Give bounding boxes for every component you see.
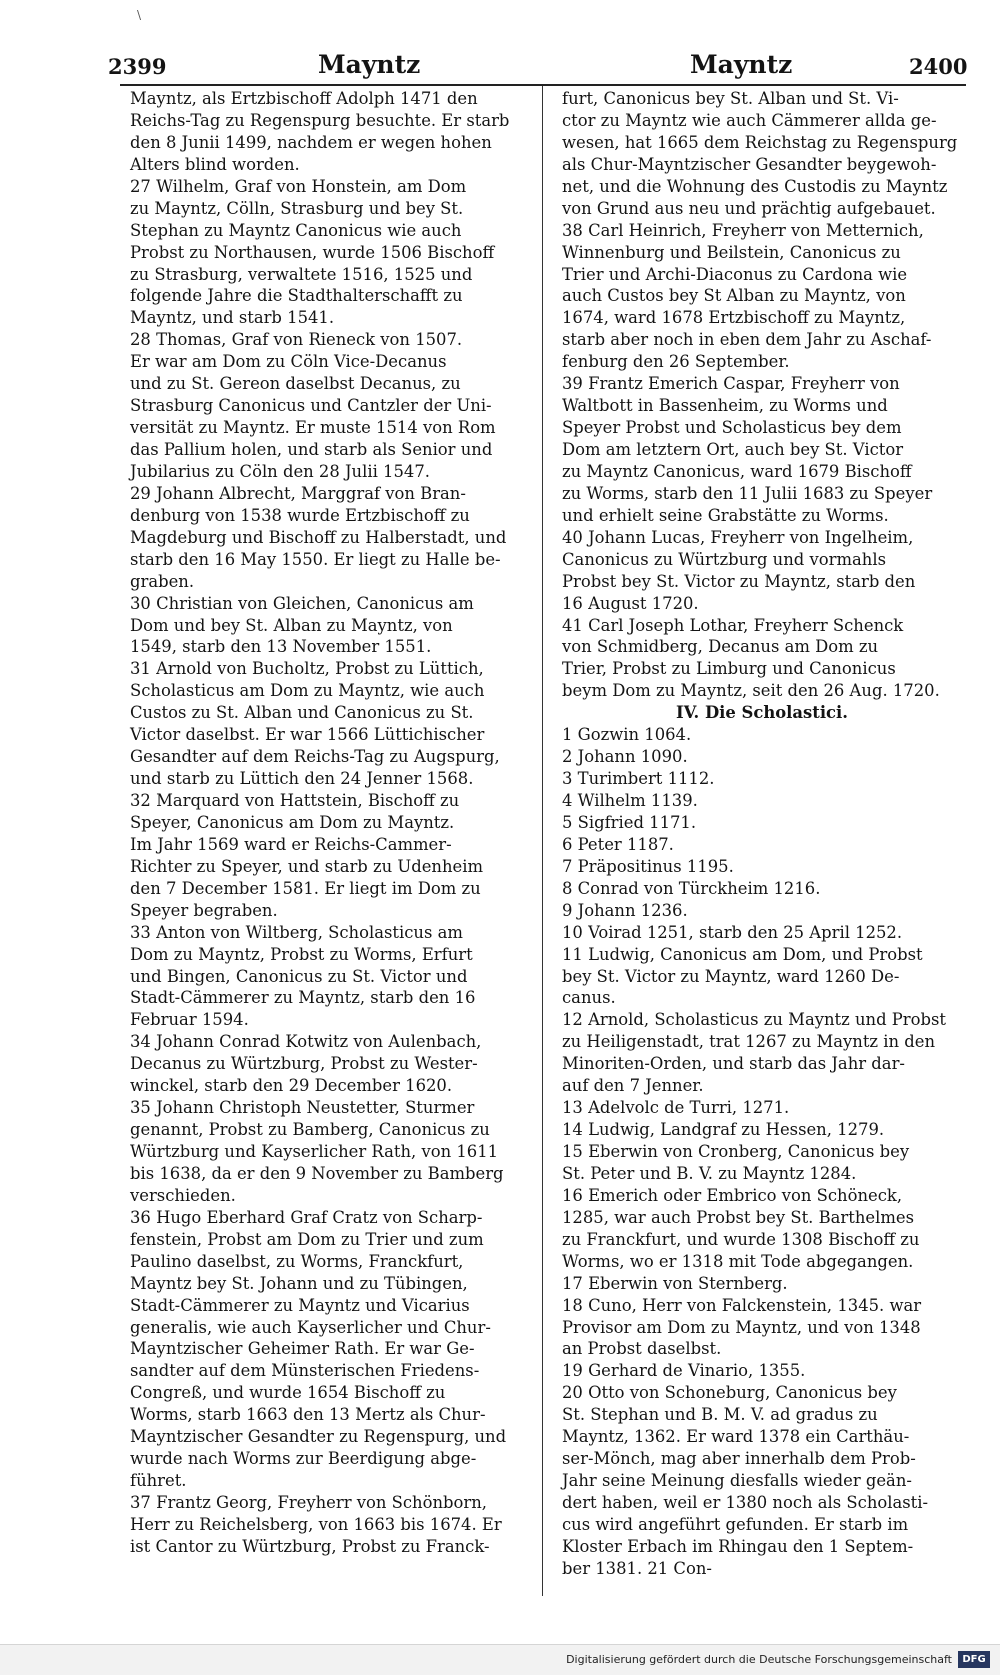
right-column-line: 8 Conrad von Türckheim 1216. <box>562 878 821 898</box>
digitization-footer <box>0 1644 1000 1675</box>
left-column-line: Paulino daselbst, zu Worms, Franckfurt, <box>130 1251 464 1271</box>
left-column-line: Mayntz bey St. Johann und zu Tübingen, <box>130 1273 468 1293</box>
right-column-line: 5 Sigfried 1171. <box>562 812 697 832</box>
left-column-line: führet. <box>130 1471 187 1491</box>
right-column-line: dert haben, weil er 1380 noch als Scholasti- <box>562 1493 929 1512</box>
right-column-line: als Chur-Mayntzischer Gesandter beygewoh- <box>562 154 937 174</box>
left-column-line: Custos zu St. Alban und Canonicus zu St. <box>130 703 474 723</box>
right-column-line: 39 Frantz Emerich Caspar, Freyherr von <box>562 374 900 394</box>
left-column-line: und starb zu Lüttich den 24 Jenner 1568. <box>130 769 474 789</box>
left-column-line: Congreß, und wurde 1654 Bischoff zu <box>130 1383 446 1403</box>
left-column-line: zu Strasburg, verwaltete 1516, 1525 und <box>130 264 473 284</box>
left-column-line: verschieden. <box>130 1185 236 1205</box>
right-column-line: Winnenburg und Beilstein, Canonicus zu <box>562 242 901 262</box>
left-column-line: Jubilarius zu Cöln den 28 Julii 1547. <box>130 461 430 481</box>
left-column-line: starb den 16 May 1550. Er liegt zu Halle be- <box>130 549 501 569</box>
right-column-line: 12 Arnold, Scholasticus zu Mayntz und Probst <box>562 1010 947 1030</box>
right-column-line: Provisor am Dom zu Mayntz, und von 1348 <box>562 1317 921 1337</box>
left-column-line: ist Cantor zu Würtzburg, Probst zu Franck- <box>130 1536 490 1556</box>
left-column-line: Reichs-Tag zu Regenspurg besuchte. Er starb <box>130 110 510 130</box>
page-number-left: 2399 <box>108 54 167 79</box>
left-column-line: 35 Johann Christoph Neustetter, Sturmer <box>130 1098 475 1118</box>
right-column-line: Trier, Probst zu Limburg und Canonicus <box>562 659 896 679</box>
right-column-line: Worms, wo er 1318 mit Tode abgegangen. <box>562 1251 914 1271</box>
left-column-line: 1549, starb den 13 November 1551. <box>130 637 432 657</box>
right-column-line: 11 Ludwig, Canonicus am Dom, und Probst <box>562 944 923 964</box>
right-column-line: 14 Ludwig, Landgraf zu Hessen, 1279. <box>562 1120 885 1140</box>
left-column-line: Victor daselbst. Er war 1566 Lüttichischer <box>130 725 485 745</box>
left-column-line: 34 Johann Conrad Kotwitz von Aulenbach, <box>130 1032 482 1052</box>
left-column-line: graben. <box>130 571 195 591</box>
right-column-line: net, und die Wohnung des Custodis zu Mayntz <box>562 176 948 196</box>
right-column-line: von Grund aus neu und prächtig aufgebauet. <box>562 198 936 218</box>
left-column-line: Februar 1594. <box>130 1010 249 1030</box>
right-column <box>562 88 962 1580</box>
left-column-line: Dom zu Mayntz, Probst zu Worms, Erfurt <box>130 944 473 964</box>
left-column-line: Würtzburg und Kayserlicher Rath, von 1611 <box>130 1142 499 1161</box>
right-column-line: an Probst daselbst. <box>562 1339 722 1359</box>
right-column-line: St. Peter und B. V. zu Mayntz 1284. <box>562 1163 857 1183</box>
right-column-line: Kloster Erbach im Rhingau den 1 Septem- <box>562 1536 914 1556</box>
right-column-line: zu Mayntz Canonicus, ward 1679 Bischoff <box>562 461 912 481</box>
left-column-line: Mayntzischer Gesandter zu Regenspurg, und <box>130 1427 507 1447</box>
right-column-line: 7 Präpositinus 1195. <box>562 856 734 876</box>
page-number-right: 2400 <box>909 54 968 79</box>
header-rule <box>120 84 966 86</box>
right-column-line: Dom am letztern Ort, auch bey St. Victor <box>562 440 904 459</box>
left-column-line: zu Mayntz, Cölln, Strasburg und bey St. <box>130 198 464 218</box>
right-column-line: zu Franckfurt, und wurde 1308 Bischoff zu <box>562 1229 920 1249</box>
left-column-line: Decanus zu Würtzburg, Probst zu Wester- <box>130 1054 478 1074</box>
right-column-line: bey St. Victor zu Mayntz, ward 1260 De- <box>562 966 900 986</box>
right-column-line: ser-Mönch, mag aber innerhalb dem Prob- <box>562 1449 916 1469</box>
right-column-line: 17 Eberwin von Sternberg. <box>562 1273 788 1293</box>
left-column-line: Im Jahr 1569 ward er Reichs-Cammer- <box>130 834 452 854</box>
right-column-line: Mayntz, 1362. Er ward 1378 ein Carthäu- <box>562 1427 910 1447</box>
left-column-line: Mayntzischer Geheimer Rath. Er war Ge- <box>130 1339 475 1359</box>
footer-credit: Digitalisierung gefördert durch die Deutsche Forschungsgemeinschaft <box>566 1653 952 1666</box>
left-column-line: fenstein, Probst am Dom zu Trier und zum <box>130 1229 484 1249</box>
left-column-line: Probst zu Northausen, wurde 1506 Bischoff <box>130 242 495 262</box>
right-column-line: 1285, war auch Probst bey St. Barthelmes <box>562 1207 914 1227</box>
right-column-line: 6 Peter 1187. <box>562 834 674 854</box>
right-column-line: 16 August 1720. <box>562 593 699 613</box>
right-column-line: starb aber noch in eben dem Jahr zu Aschaf- <box>562 330 932 350</box>
left-column-line: Richter zu Speyer, und starb zu Udenheim <box>130 856 484 876</box>
left-column-line: Gesandter auf dem Reichs-Tag zu Augspurg, <box>130 747 500 767</box>
right-column-line: 4 Wilhelm 1139. <box>562 791 698 810</box>
left-column-line: wurde nach Worms zur Beerdigung abge- <box>130 1449 477 1469</box>
right-column-line: 40 Johann Lucas, Freyherr von Ingelheim, <box>562 527 914 547</box>
left-column-line: den 8 Junii 1499, nachdem er wegen hohen <box>130 132 492 152</box>
right-column-line: 10 Voirad 1251, starb den 25 April 1252. <box>562 922 903 942</box>
left-column-line: das Pallium holen, und starb als Senior und <box>130 440 493 459</box>
left-column-line: 32 Marquard von Hattstein, Bischoff zu <box>130 791 460 810</box>
left-column-line: Magdeburg und Bischoff zu Halberstadt, und <box>130 527 507 547</box>
right-column-line: ber 1381. 21 Con- <box>562 1558 712 1578</box>
page-header <box>0 50 1000 84</box>
left-column-line: 36 Hugo Eberhard Graf Cratz von Scharp- <box>130 1207 483 1227</box>
left-column-line: 30 Christian von Gleichen, Canonicus am <box>130 593 474 613</box>
right-column-line: 38 Carl Heinrich, Freyherr von Metternich, <box>562 220 924 240</box>
left-column-line: 28 Thomas, Graf von Rieneck von 1507. <box>130 330 463 350</box>
right-column-line: fenburg den 26 September. <box>562 352 790 372</box>
right-column-line: zu Worms, starb den 11 Julii 1683 zu Speyer <box>562 483 933 503</box>
left-column <box>130 88 530 1558</box>
left-column-line: und zu St. Gereon daselbst Decanus, zu <box>130 374 461 394</box>
right-column-line: Probst bey St. Victor zu Mayntz, starb den <box>562 571 916 591</box>
left-column-line: Mayntz, und starb 1541. <box>130 308 335 328</box>
right-column-line: und erhielt seine Grabstätte zu Worms. <box>562 505 889 525</box>
left-column-line: Alters blind worden. <box>130 154 300 174</box>
right-column-line: 20 Otto von Schoneburg, Canonicus bey <box>562 1383 897 1403</box>
left-column-line: versität zu Mayntz. Er muste 1514 von Rom <box>130 418 496 438</box>
right-column-line: auf den 7 Jenner. <box>562 1076 704 1096</box>
right-column-line: 9 Johann 1236. <box>562 900 688 920</box>
left-column-line: 27 Wilhelm, Graf von Honstein, am Dom <box>130 176 467 196</box>
right-column-line: zu Heiligenstadt, trat 1267 zu Mayntz in den <box>562 1032 936 1052</box>
running-head-left: Mayntz <box>318 50 421 79</box>
right-column-line: 2 Johann 1090. <box>562 747 688 767</box>
right-column-line: furt, Canonicus bey St. Alban und St. Vi- <box>562 89 899 108</box>
right-column-line: 19 Gerhard de Vinario, 1355. <box>562 1361 806 1381</box>
right-column-line: 1 Gozwin 1064. <box>562 725 692 745</box>
left-column-line: Stadt-Cämmerer zu Mayntz und Vicarius <box>130 1295 470 1315</box>
right-column-line: ctor zu Mayntz wie auch Cämmerer allda ge- <box>562 110 937 130</box>
right-column-line: Minoriten-Orden, und starb das Jahr dar- <box>562 1054 905 1074</box>
right-column-line: Jahr seine Meinung diesfalls wieder geän- <box>562 1471 912 1491</box>
left-column-line: Scholasticus am Dom zu Mayntz, wie auch <box>130 681 485 701</box>
right-column-line: wesen, hat 1665 dem Reichstag zu Regenspurg <box>562 132 958 152</box>
left-column-line: 37 Frantz Georg, Freyherr von Schönborn, <box>130 1493 487 1512</box>
left-column-line: genannt, Probst zu Bamberg, Canonicus zu <box>130 1120 490 1140</box>
left-column-line: 33 Anton von Wiltberg, Scholasticus am <box>130 922 463 942</box>
left-column-line: Stephan zu Mayntz Canonicus wie auch <box>130 220 462 240</box>
left-column-line: Worms, starb 1663 den 13 Mertz als Chur- <box>130 1405 486 1425</box>
left-column-line: Strasburg Canonicus und Cantzler der Uni- <box>130 396 492 416</box>
left-column-line: 31 Arnold von Bucholtz, Probst zu Lüttich, <box>130 659 484 679</box>
right-column-line: 41 Carl Joseph Lothar, Freyherr Schenck <box>562 615 904 635</box>
left-column-line: Speyer, Canonicus am Dom zu Mayntz. <box>130 812 455 832</box>
right-column-line: beym Dom zu Mayntz, seit den 26 Aug. 1720. <box>562 681 940 701</box>
running-head-right: Mayntz <box>690 50 793 79</box>
left-column-line: bis 1638, da er den 9 November zu Bamberg <box>130 1163 504 1183</box>
left-column-line: Speyer begraben. <box>130 900 278 920</box>
left-column-line: generalis, wie auch Kayserlicher und Chur- <box>130 1317 491 1337</box>
left-column-line: und Bingen, Canonicus zu St. Victor und <box>130 966 468 986</box>
left-column-line: den 7 December 1581. Er liegt im Dom zu <box>130 878 481 898</box>
right-column-line: 3 Turimbert 1112. <box>562 769 715 789</box>
dfg-logo: DFG <box>958 1651 990 1668</box>
right-column-line: auch Custos bey St Alban zu Mayntz, von <box>562 286 906 306</box>
right-column-line: Canonicus zu Würtzburg und vormahls <box>562 549 886 569</box>
right-column-line: St. Stephan und B. M. V. ad gradus zu <box>562 1405 878 1425</box>
right-column-line: 15 Eberwin von Cronberg, Canonicus bey <box>562 1142 910 1161</box>
left-column-line: Er war am Dom zu Cöln Vice-Decanus <box>130 352 447 372</box>
column-divider <box>542 86 543 1596</box>
left-column-line: Dom und bey St. Alban zu Mayntz, von <box>130 615 453 635</box>
left-column-line: denburg von 1538 wurde Ertzbischoff zu <box>130 505 470 525</box>
right-column-line: 16 Emerich oder Embrico von Schöneck, <box>562 1185 903 1205</box>
right-column-line: von Schmidberg, Decanus am Dom zu <box>562 637 879 657</box>
right-column-line: Trier und Archi-Diaconus zu Cardona wie <box>562 264 908 284</box>
left-column-line: folgende Jahre die Stadthalterschafft zu <box>130 286 463 306</box>
right-column-line: canus. <box>562 988 616 1008</box>
right-column-line: cus wird angeführt gefunden. Er starb im <box>562 1514 909 1534</box>
right-column-line: 1674, ward 1678 Ertzbischoff zu Mayntz, <box>562 308 906 328</box>
right-column-line: IV. Die Scholastici. <box>676 703 848 723</box>
scan-mark: \ <box>137 8 142 22</box>
left-column-line: winckel, starb den 29 December 1620. <box>130 1076 453 1096</box>
right-column-line: Speyer Probst und Scholasticus bey dem <box>562 418 902 438</box>
left-column-line: Mayntz, als Ertzbischoff Adolph 1471 den <box>130 89 478 108</box>
right-column-line: 18 Cuno, Herr von Falckenstein, 1345. war <box>562 1295 922 1315</box>
left-column-line: sandter auf dem Münsterischen Friedens- <box>130 1361 480 1381</box>
right-column-line: 13 Adelvolc de Turri, 1271. <box>562 1098 790 1118</box>
left-column-line: 29 Johann Albrecht, Marggraf von Bran- <box>130 483 466 503</box>
left-column-line: Herr zu Reichelsberg, von 1663 bis 1674. Er <box>130 1514 502 1534</box>
left-column-line: Stadt-Cämmerer zu Mayntz, starb den 16 <box>130 988 476 1008</box>
right-column-line: Waltbott in Bassenheim, zu Worms und <box>562 396 888 416</box>
